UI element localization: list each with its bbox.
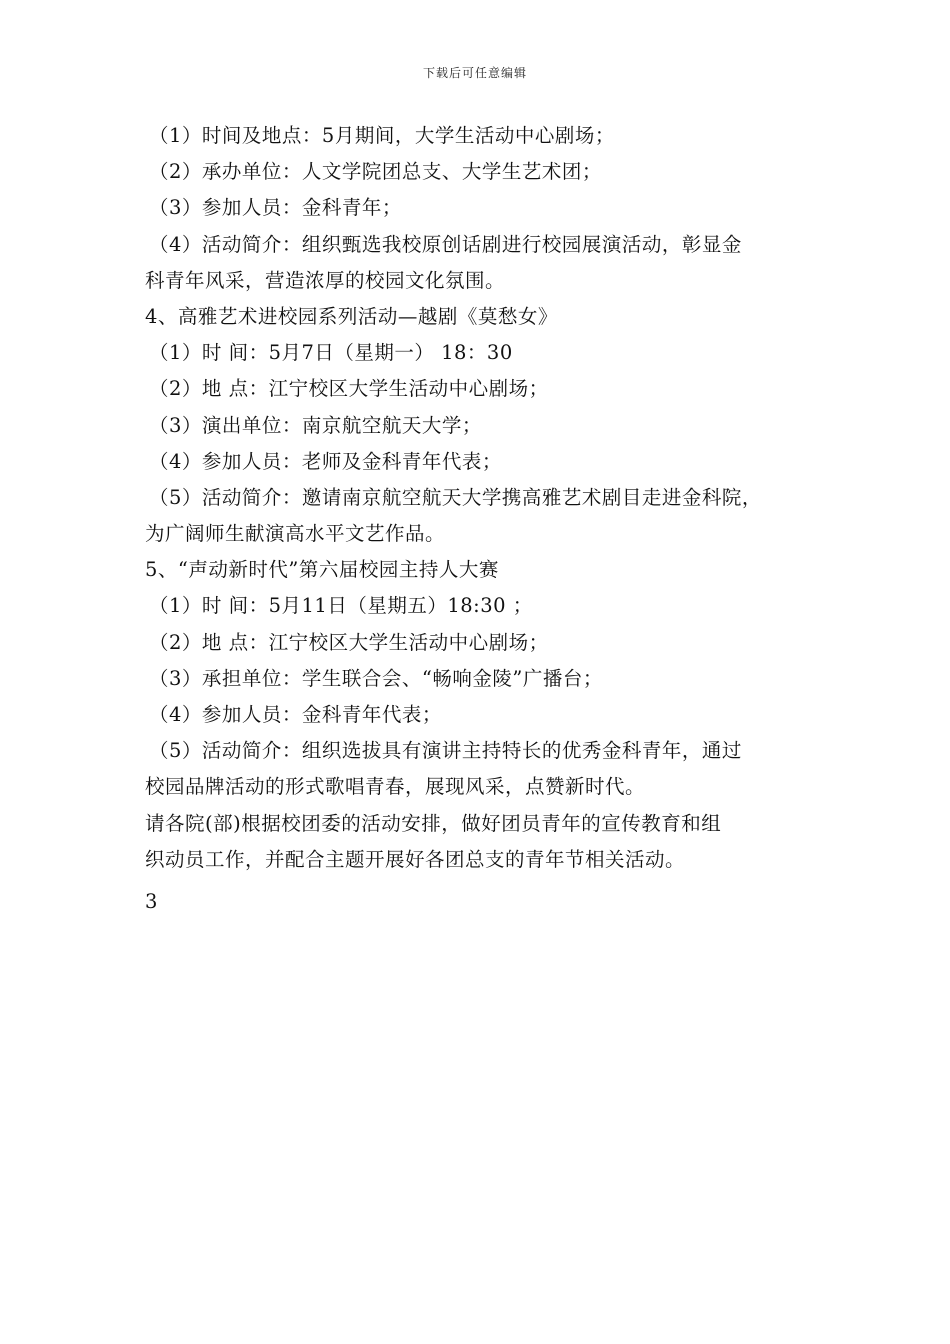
text-line: 为广阔师生献演高水平文艺作品。: [145, 522, 446, 546]
text-line: （2）地 点：江宁校区大学生活动中心剧场；: [149, 377, 549, 401]
text-line: （5）活动简介：组织选拔具有演讲主持特长的优秀金科青年，通过: [149, 739, 742, 763]
text-line: （4）参加人员：金科青年代表；: [149, 703, 442, 726]
text-line: 织动员工作，并配合主题开展好各团总支的青年节相关活动。: [145, 847, 686, 871]
text-line: （3）承担单位：学生联合会、“畅响金陵”广播台；: [149, 666, 603, 690]
section-heading: 5、“声动新时代”第六届校园主持人大赛: [145, 558, 499, 582]
text-line: （3）参加人员：金科青年；: [149, 196, 402, 220]
section-heading: 4、高雅艺术进校园系列活动—越剧《莫愁女》: [145, 304, 558, 328]
document-body: [145, 118, 835, 920]
text-line: 请各院(部)根据校团委的活动安排，做好团员青年的宣传教育和组: [145, 811, 722, 835]
text-line: （1）时间及地点：5月期间，大学生活动中心剧场；: [149, 124, 615, 147]
text-line: （5）活动简介：邀请南京航空航天大学携高雅艺术剧目走进金科院，: [149, 485, 762, 509]
text-line: 校园品牌活动的形式歌唱青春，展现风采，点赞新时代。: [145, 775, 646, 799]
text-line: （4）活动简介：组织甄选我校原创话剧进行校园展演活动，彰显金: [149, 232, 742, 256]
text-line: 科青年风采，营造浓厚的校园文化氛围。: [145, 268, 506, 292]
text-line: （2）地 点：江宁校区大学生活动中心剧场；: [149, 630, 549, 654]
text-line: （1）时 间：5月11日（星期五）18:30 ；: [149, 594, 533, 618]
text-line: （4）参加人员：老师及金科青年代表；: [149, 449, 502, 473]
text-line: （2）承办单位：人文学院团总支、大学生艺术团；: [149, 160, 602, 184]
page-number: 3: [145, 889, 158, 913]
page-header: 下载后可任意编辑: [422, 66, 527, 80]
text-line: （3）演出单位：南京航空航天大学；: [149, 413, 482, 437]
text-line: （1）时 间：5月7日（星期一） 18：30: [149, 341, 513, 365]
